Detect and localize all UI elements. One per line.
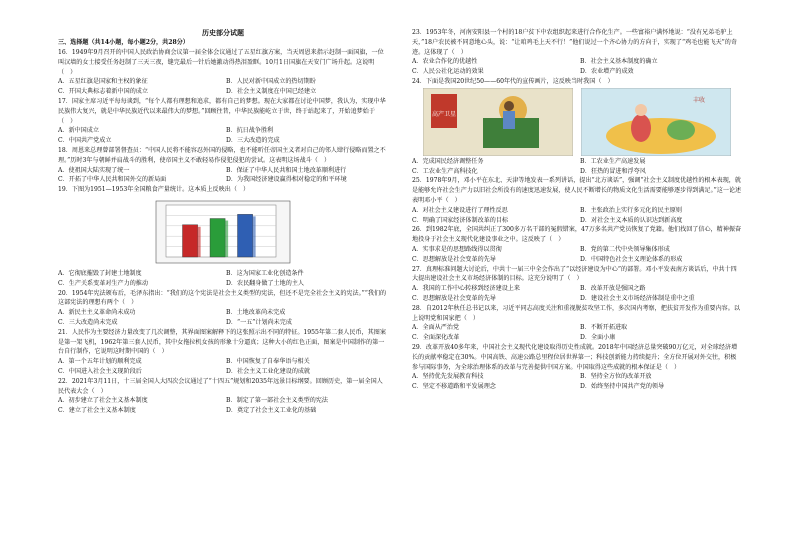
answer-option[interactable]: D．狂热的冒进和浮夸风 — [580, 167, 646, 175]
question-block — [412, 176, 742, 225]
question-stem: 26．到1982年底，全国共纠正了300多万名干部的冤假错案，47万多名共产党员恢复了党籍。他们找回了信心，精神振奋地投身于社会主义现代化建设事业之中。这反映了（ ） — [412, 226, 742, 244]
grain-output-chart — [58, 195, 388, 269]
answer-option[interactable]: D．中国特色社会主义理论体系的形成 — [580, 255, 683, 263]
answer-option[interactable]: B．这为国家工业化创造条件 — [226, 269, 304, 277]
left-column — [58, 28, 388, 416]
options-grid — [58, 77, 388, 97]
answer-option[interactable]: C．开拓了中华人民共和国外交的新局面 — [58, 176, 167, 184]
bar-side-1952 — [225, 220, 228, 256]
answer-option[interactable]: C．建立了社会主义基本制度 — [58, 407, 136, 415]
answer-option[interactable]: A．初步建立了社会主义基本制度 — [58, 397, 148, 405]
bar-1951 — [183, 225, 198, 257]
options-grid — [412, 323, 742, 343]
answer-option[interactable]: B．不断开拓进取 — [580, 324, 628, 332]
answer-option[interactable]: C．坚定不移道路和平发展理念 — [412, 383, 496, 391]
answer-option[interactable]: D．农业增产的成效 — [580, 68, 634, 76]
options-grid — [412, 284, 742, 304]
answer-option[interactable]: A．第一个五年计划的顺利完成 — [58, 358, 142, 366]
bar-1952 — [210, 218, 225, 256]
answer-option[interactable]: D．社会主义工业化建设的成就 — [226, 367, 311, 375]
answer-option[interactable]: A．对社会主义建设进行了理性反思 — [412, 206, 508, 214]
question-stem: 18．周恩来总理曾部署督查员：“中国人民将不能容忍外国的侵略，也不能听任帝国主义者对自己的邻人肆行侵略而置之不理。”历时3年与朝鲜并肩战斗的胜利，使帝国主义不敢轻易作侵犯侵犯的尝试。这表明这场战斗（ ） — [58, 146, 386, 164]
answer-option[interactable]: D．全面小康 — [580, 334, 616, 342]
options-grid — [58, 308, 388, 328]
answer-option[interactable]: B．坚持全方位的改革开放 — [580, 373, 652, 381]
options-grid — [58, 357, 388, 377]
answer-option[interactable]: A．五星红旗是国家和主权的象征 — [58, 78, 148, 86]
answer-option[interactable]: A．我国的工作中心转移到经济建设上来 — [412, 285, 520, 293]
question-block — [412, 28, 742, 77]
question-stem: 24．下面是我国20世纪50——60年代的宣传画片，这反映当时我国（ ） — [412, 77, 614, 85]
question-stem: 25．1978年9月，邓小平在东北、天津等地发表一系列讲话，提出“北方谈话”，强调“社会主义制度优越性的根本表现，就是能够允许社会生产力以旧社会所没有的速度迅速发展，使人民不断增长的物质文化生活需要能够逐步得到满足。”这一论述表明邓小平（ ） — [412, 177, 742, 204]
question-block — [58, 48, 388, 97]
answer-option[interactable]: C．三大改造尚未完成 — [58, 318, 118, 326]
answer-option[interactable]: C．思想解放是社会变革的先导 — [412, 255, 496, 263]
options-grid — [412, 157, 742, 177]
question-stem: 21．人民作为主要经济力量改变了几次调整，其界面图案解释下的这张照示出不同的特征。1955年第二套人民币，其图案是第一架飞机，1962年第三套人民币，其中女拖拉机女孩的形象十分逼真；这种大小的红色正面，图案是中国制作的第一台自行制作，它说明这时期中国的（ ） — [58, 328, 386, 356]
question-block — [412, 343, 742, 392]
answer-option[interactable]: B．改革开放是强国之路 — [580, 285, 646, 293]
options-grid — [58, 166, 388, 186]
bar-side-1953 — [253, 216, 256, 257]
answer-option[interactable]: C．明确了国家经济体制改革的目标 — [412, 216, 509, 224]
answer-option[interactable]: D．社会主义制度在中国已经建立 — [226, 88, 317, 96]
propaganda-posters — [412, 87, 742, 157]
answer-option[interactable]: B．党的第二代中央领导集体形成 — [580, 245, 670, 253]
answer-option[interactable]: A．坚持优先发展教育科技 — [412, 373, 484, 381]
question-block — [412, 265, 742, 304]
answer-option[interactable]: C．工农业生产高科技化 — [412, 167, 478, 175]
question-stem: 19．下图为1951—1953年全国粮食产量统计。这本质上反映出（ ） — [58, 186, 250, 194]
answer-option[interactable]: B．社会主义基本制度的确立 — [580, 58, 658, 66]
question-block — [412, 304, 742, 343]
answer-option[interactable]: C．全面深化改革 — [412, 334, 460, 342]
answer-option[interactable]: C．生产关系变革对生产力的推动 — [58, 279, 148, 287]
answer-option[interactable]: A．新中国成立 — [58, 127, 99, 135]
exam-page — [58, 28, 742, 528]
poster-right-label: 丰收 — [692, 96, 706, 104]
options-grid — [412, 372, 742, 392]
answer-option[interactable]: D．三大改造的完成 — [226, 137, 280, 145]
answer-option[interactable]: C．中国进入社会主义现阶段后 — [58, 367, 142, 375]
options-grid — [412, 206, 742, 226]
section-heading: 三、选择题（共14小题，每小题2分，共28分） — [58, 39, 189, 46]
bar-side-1951 — [198, 227, 201, 257]
poster-left-label: 高产卫星 — [431, 110, 457, 118]
question-block — [58, 289, 388, 328]
question-stem: 27．真理标准问题大讨论后，中共十一届三中全会作出了“以经济建设为中心”的部署。邓小平发表南方谈话后，中共十四大提出建设社会主义市场经济体制的目标。这充分说明了（ ） — [412, 265, 737, 283]
options-grid — [412, 57, 742, 77]
answer-option[interactable]: A．使祖国大陆实现了统一 — [58, 166, 130, 174]
question-block — [412, 225, 742, 264]
answer-option[interactable]: A．全面从严治党 — [412, 324, 460, 332]
options-grid — [58, 396, 388, 416]
answer-option[interactable]: B．主张政治上实行多元化的民主原则 — [580, 206, 682, 214]
right-column — [412, 28, 742, 392]
poster-left — [423, 88, 573, 156]
question-block — [412, 77, 742, 176]
answer-option[interactable]: A．新民主主义革命尚未成功 — [58, 309, 136, 317]
answer-option[interactable]: D．对社会主义本质的认识达到新高度 — [580, 216, 683, 224]
answer-option[interactable]: B．土地改革尚未完成 — [226, 309, 286, 317]
answer-option[interactable]: A．实事求是的思想路线得以贯彻 — [412, 245, 502, 253]
question-stem: 22．2021年3月11日，十三届全国人大四次会议通过了“十四五”规划和2035年远景目标纲要。回顾历史，第一届全国人民代表大会（ ） — [58, 377, 383, 395]
answer-option[interactable]: A．完成国民经济调整任务 — [412, 157, 484, 165]
options-grid — [58, 269, 388, 289]
options-grid — [412, 245, 742, 265]
question-block — [58, 146, 388, 185]
question-block — [58, 377, 388, 416]
answer-option[interactable]: C．人民公社化运动的效果 — [412, 68, 484, 76]
answer-option[interactable]: C．中国共产党成立 — [58, 137, 112, 145]
question-stem: 23．1953年冬，河南安阳县一个村的18户贫下中农组织起来进行合作化生产。一些富裕户满怀地说：“没有兄弟毛驴上天，”18户农民被不同意地心头，说：“让咱鸡毛上天不行！”他们说过一个齐心协力的方向于，实现了“鸡毛也能飞天”的奇迹。这体现了（ ） — [412, 29, 737, 56]
answer-option[interactable]: D．奠定了社会主义工业化的基础 — [226, 407, 317, 415]
answer-option[interactable]: A．它彻底摧毁了封建土地制度 — [58, 269, 142, 277]
answer-option[interactable]: C．思想解放是社会变革的先导 — [412, 294, 496, 302]
answer-option[interactable]: B．工农业生产高速发展 — [580, 157, 646, 165]
answer-option[interactable]: D．“一五”计划尚未完成 — [226, 318, 292, 326]
answer-option[interactable]: C．开国大典标志着新中国的成立 — [58, 88, 148, 96]
answer-option[interactable]: D．为我国经济建设赢得相对稳定的和平环境 — [226, 176, 347, 184]
right-questions — [412, 28, 742, 392]
question-stem: 16．1949年9月召开的中国人民政治协商会议第一届全体会议通过了五星红旗方案，当天周恩来指示赶制一面国旗，一位叫汉墙的女士接受任务赶制了三天三夜，缝完最后一针后她激动得热泪盈眶。10月1日国旗在天安门广场升起。这说明（ ） — [58, 49, 384, 76]
bar-1953 — [238, 214, 253, 257]
answer-option[interactable]: A．农业合作化的优越性 — [412, 58, 478, 66]
question-stem: 20．1954年宪法颁布后，毛泽东指出：“我们的这个宪法是社会主义类型的宪法，但还不是完全社会主义的宪法。”“我们的这部宪法的理想有两个（ ） — [58, 289, 387, 307]
question-block — [58, 97, 388, 146]
left-questions — [58, 48, 388, 416]
answer-option[interactable]: B．保证了中华人民共和国土地改革顺利进行 — [226, 166, 347, 174]
poster-right — [581, 88, 731, 156]
answer-option[interactable]: B．抗日战争胜利 — [226, 127, 274, 135]
question-block — [58, 185, 388, 288]
question-stem: 17．国家主席习近平每每谈到，“每个人都有理想和追求，都有自己的梦想。现在大家都在讨论中国梦，我认为，实现中华民族伟大复兴，就是中华民族近代以来最伟大的梦想。”回顾往昔，中华民族能屹立于世，终于站起来了，开始追梦始于（ ） — [58, 97, 386, 125]
answer-option[interactable]: B．中国恢复了自奉华语与相关 — [226, 358, 310, 366]
question-stem: 28．自2012年秋任总书记以来，习近平同志高度关注和重视脱贫攻坚工作，多次国内考察，把扶贫开发作为重要内容。以上说明党和国家把（ ） — [412, 304, 740, 322]
answer-option[interactable]: B．制定了第一部社会主义类型的宪法 — [226, 397, 328, 405]
paper-title: 历史部分试题 — [202, 28, 244, 37]
answer-option[interactable]: B．人民对新中国成立的热切期盼 — [226, 78, 316, 86]
answer-option[interactable]: D．始终坚持中国共产党的领导 — [580, 383, 665, 391]
answer-option[interactable]: D．建设社会主义市场经济体制是重中之重 — [580, 294, 695, 302]
answer-option[interactable]: D．农民翻身做了土地的主人 — [226, 279, 305, 287]
question-stem: 29．改革开放40多年来，中国社会主义现代化建设取得历史性成就。2018年中国经济总量突破90万亿元，对全球经济增长的贡献率稳定在30%。中国高铁、高速公路总里程位居世界第一；科技创新能力持续提升；全方位开展对外交往，积极参与国际事务，为全球治理体系的改革与完善提供中国方案。中国取得这些成就的根本保证是（ ） — [412, 343, 738, 371]
options-grid — [58, 126, 388, 146]
question-block — [58, 328, 388, 377]
